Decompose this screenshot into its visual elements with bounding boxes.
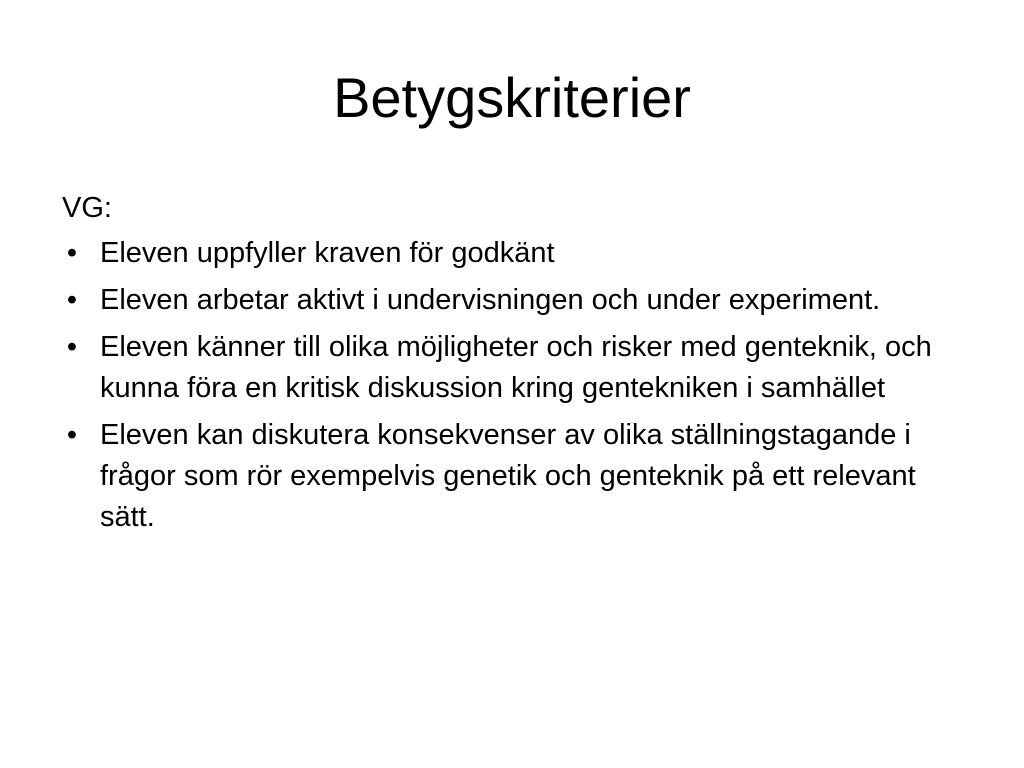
criteria-text: Eleven känner till olika möjligheter och risker med genteknik, och kunna föra en kritisk diskussion kring gentekniken i samhället bbox=[100, 331, 932, 404]
criteria-text: Eleven kan diskutera konsekvenser av olika ställningstagande i frågor som rör exempelvis genetik och genteknik på ett relevant sätt. bbox=[100, 419, 916, 533]
bullet-icon: • bbox=[66, 419, 78, 451]
criteria-item bbox=[62, 280, 962, 321]
grade-label: VG: bbox=[62, 192, 112, 224]
criteria-text: Eleven uppfyller kraven för godkänt bbox=[100, 237, 555, 269]
slide-title: Betygskriterier bbox=[333, 66, 691, 129]
criteria-item bbox=[62, 327, 962, 409]
criteria-list bbox=[62, 233, 962, 538]
slide-body bbox=[62, 188, 962, 544]
criteria-item bbox=[62, 233, 962, 274]
bullet-icon: • bbox=[66, 237, 78, 269]
criteria-text: Eleven arbetar aktivt i undervisningen och under experiment. bbox=[100, 284, 881, 316]
bullet-icon: • bbox=[66, 284, 78, 316]
bullet-icon: • bbox=[66, 331, 78, 363]
criteria-item bbox=[62, 415, 962, 538]
